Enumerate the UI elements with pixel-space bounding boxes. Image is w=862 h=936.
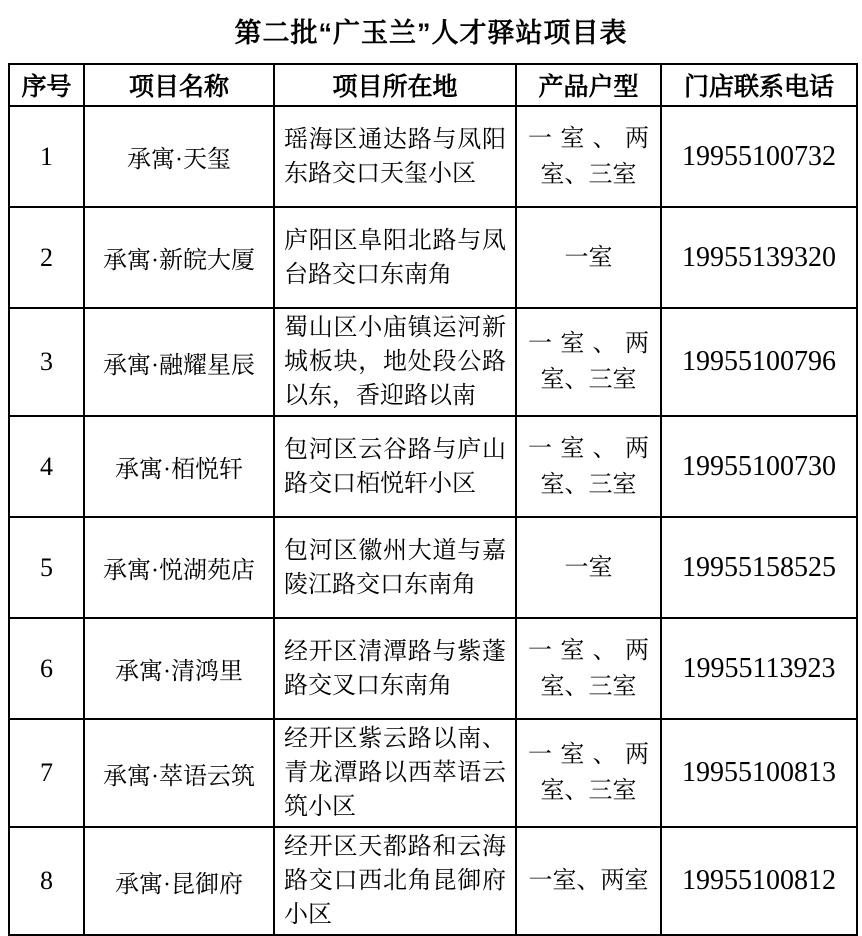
row-unit-type: 一室 [516,517,661,618]
row-seq: 4 [9,416,84,517]
row-seq: 7 [9,719,84,827]
row-phone: 19955139320 [661,207,857,308]
row-phone: 19955100812 [661,827,857,935]
row-unit-type: 一室、两室、三室 [516,618,661,719]
row-unit-type: 一室、两室 [516,827,661,935]
row-location: 庐阳区阜阳北路与凤台路交口东南角 [274,207,516,308]
row-location: 经开区天都路和云海路交口西北角昆御府小区 [274,827,516,935]
table-header-row [9,64,857,106]
header-phone: 门店联系电话 [661,64,857,106]
row-project-name: 承寓·悦湖苑店 [84,517,274,618]
row-location: 经开区清潭路与紫蓬路交叉口东南角 [274,618,516,719]
table-row [9,106,857,207]
table-row [9,827,857,935]
row-seq: 5 [9,517,84,618]
table-row [9,308,857,416]
header-project-name: 项目名称 [84,64,274,106]
row-seq: 2 [9,207,84,308]
header-seq: 序号 [9,64,84,106]
row-seq: 3 [9,308,84,416]
row-location: 经开区紫云路以南、青龙潭路以西萃语云筑小区 [274,719,516,827]
row-project-name: 承寓·栢悦轩 [84,416,274,517]
row-phone: 19955100813 [661,719,857,827]
row-location: 包河区云谷路与庐山路交口栢悦轩小区 [274,416,516,517]
header-unit-type: 产品户型 [516,64,661,106]
row-unit-type: 一室、两室、三室 [516,416,661,517]
row-seq: 1 [9,106,84,207]
row-unit-type: 一室 [516,207,661,308]
table-row [9,618,857,719]
row-seq: 8 [9,827,84,935]
table-row [9,207,857,308]
row-phone: 19955100732 [661,106,857,207]
row-project-name: 承寓·萃语云筑 [84,719,274,827]
row-seq: 6 [9,618,84,719]
row-unit-type: 一室、两室、三室 [516,106,661,207]
header-location: 项目所在地 [274,64,516,106]
table-row [9,416,857,517]
row-project-name: 承寓·融耀星辰 [84,308,274,416]
row-project-name: 承寓·天玺 [84,106,274,207]
row-phone: 19955100796 [661,308,857,416]
row-phone: 19955113923 [661,618,857,719]
page-title: 第二批“广玉兰”人才驿站项目表 [234,18,628,48]
row-unit-type: 一室、两室、三室 [516,308,661,416]
row-project-name: 承寓·清鸿里 [84,618,274,719]
row-unit-type: 一室、两室、三室 [516,719,661,827]
row-phone: 19955100730 [661,416,857,517]
row-project-name: 承寓·昆御府 [84,827,274,935]
table-row [9,719,857,827]
row-project-name: 承寓·新皖大厦 [84,207,274,308]
row-location: 蜀山区小庙镇运河新城板块，地处段公路以东，香迎路以南 [274,308,516,416]
row-location: 包河区徽州大道与嘉陵江路交口东南角 [274,517,516,618]
row-phone: 19955158525 [661,517,857,618]
table-row [9,517,857,618]
project-table [8,63,858,936]
row-location: 瑶海区通达路与凤阳东路交口天玺小区 [274,106,516,207]
